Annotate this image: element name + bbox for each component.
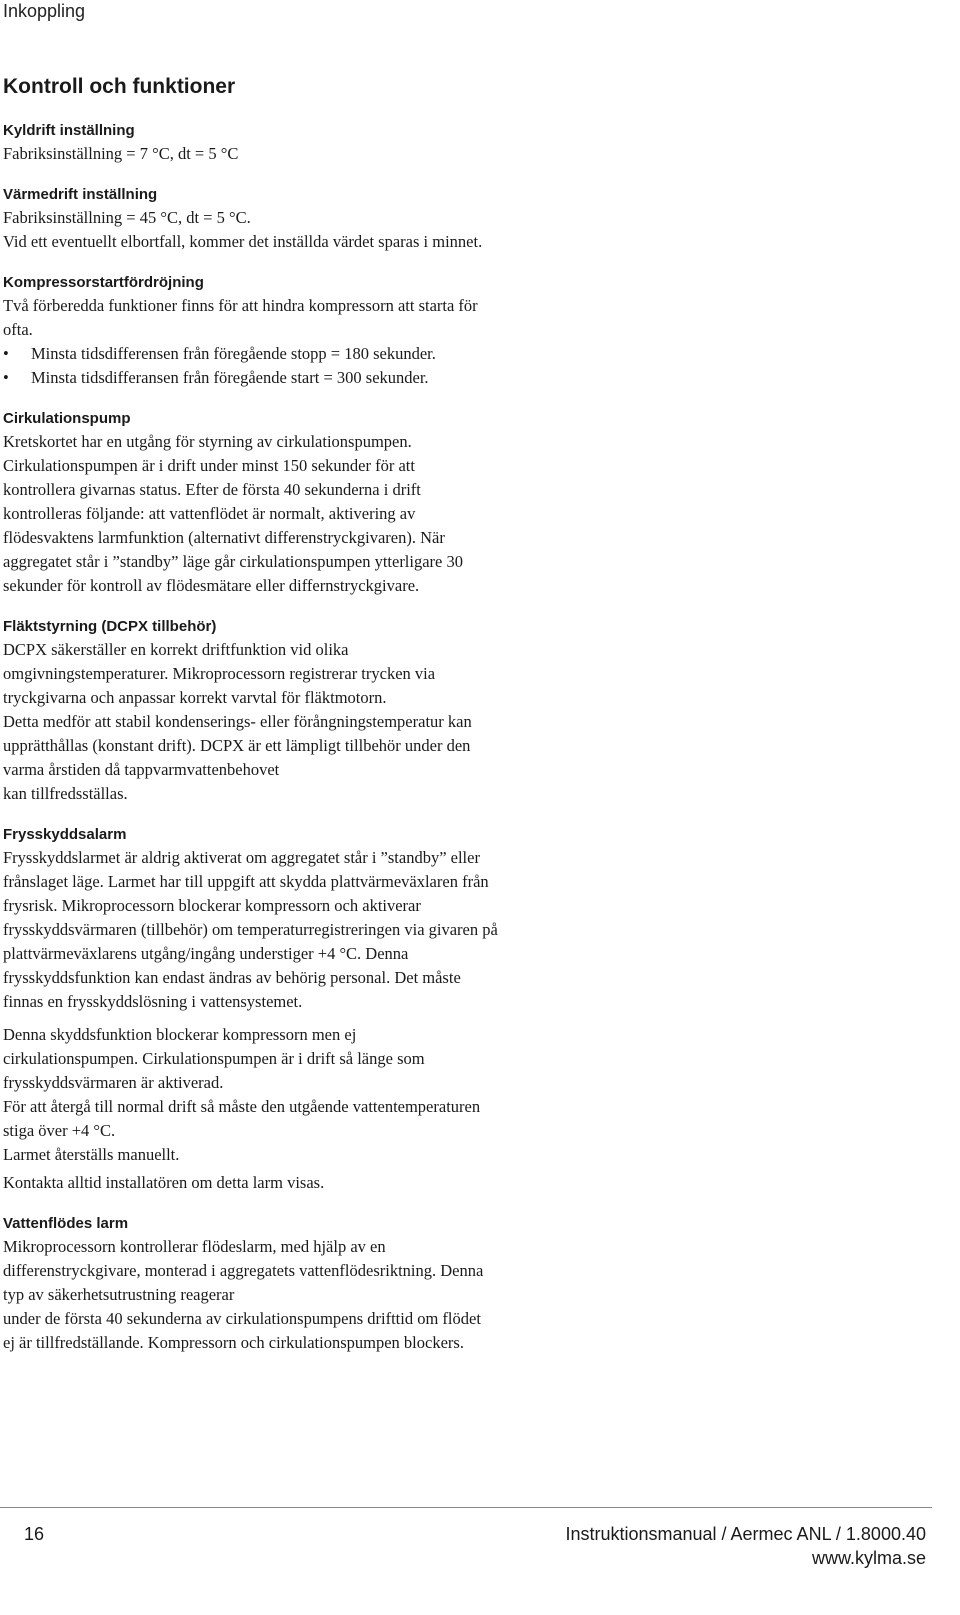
section-heading-frysskyddsalarm: Frysskyddsalarm bbox=[3, 826, 127, 843]
header-title: Inkoppling bbox=[3, 1, 86, 21]
text-line: stiga över +4 °C. bbox=[3, 1121, 116, 1140]
text-line: finnas en frysskyddslösning i vattensystemet. bbox=[3, 992, 303, 1011]
text-line: Kretskortet har en utgång för styrning av cirkulationspumpen. bbox=[3, 432, 412, 451]
section-heading-kyldrift: Kyldrift inställning bbox=[3, 122, 135, 139]
text-line: tryckgivarna och anpassar korrekt varvtal för fläktmotorn. bbox=[3, 688, 387, 707]
section-heading-flaktstyrning: Fläktstyrning (DCPX tillbehör) bbox=[3, 618, 217, 635]
list-item-text: Minsta tidsdifferansen från föregående start = 300 sekunder. bbox=[31, 368, 429, 387]
text-line: Kontakta alltid installatören om detta larm visas. bbox=[3, 1173, 325, 1192]
text-line: frysrisk. Mikroprocessorn blockerar kompressorn och aktiverar bbox=[3, 896, 421, 915]
text-line: Denna skyddsfunktion blockerar kompressorn men ej bbox=[3, 1025, 357, 1044]
text-line: frånslaget läge. Larmet har till uppgift att skydda plattvärmeväxlaren från bbox=[3, 872, 489, 891]
section-heading-cirkulationspump: Cirkulationspump bbox=[3, 410, 131, 427]
page-title: Kontroll och funktioner bbox=[3, 75, 236, 98]
text-line: kontrolleras följande: att vattenflödet är normalt, aktivering av bbox=[3, 504, 416, 523]
text-line: För att återgå till normal drift så måste den utgående vattentemperaturen bbox=[3, 1097, 481, 1116]
manual-title: Instruktionsmanual / Aermec ANL / 1.8000.40 bbox=[565, 1524, 926, 1544]
text-line: kontrollera givarnas status. Efter de första 40 sekunderna i drift bbox=[3, 480, 421, 499]
text-line: Mikroprocessorn kontrollerar flödeslarm, med hjälp av en bbox=[3, 1237, 386, 1256]
text-line: Fabriksinställning = 7 °C, dt = 5 °C bbox=[3, 144, 239, 163]
main-content bbox=[3, 74, 583, 1374]
text-line: upprätthållas (konstant drift). DCPX är ett lämpligt tillbehör under den bbox=[3, 736, 471, 755]
text-line: frysskyddsvärmaren (tillbehör) om temperaturregistreringen via givaren på bbox=[3, 920, 498, 939]
text-line: Detta medför att stabil kondenserings- eller förångningstemperatur kan bbox=[3, 712, 472, 731]
text-line: frysskyddsvärmaren är aktiverad. bbox=[3, 1073, 224, 1092]
text-line: differenstryckgivare, monterad i aggregatets vattenflödesriktning. Denna bbox=[3, 1261, 484, 1280]
list-item-text: Minsta tidsdifferensen från föregående stopp = 180 sekunder. bbox=[31, 344, 436, 363]
text-line: plattvärmeväxlarens utgång/ingång understiger +4 °C. Denna bbox=[3, 944, 409, 963]
text-line: Frysskyddslarmet är aldrig aktiverat om aggregatet står i ”standby” eller bbox=[3, 848, 480, 867]
section-heading-varmedrift: Värmedrift inställning bbox=[3, 186, 158, 203]
text-line: kan tillfredsställas. bbox=[3, 784, 128, 803]
website-link[interactable]: www.kylma.se bbox=[811, 1548, 926, 1568]
page-number: 16 bbox=[24, 1524, 45, 1544]
list-item bbox=[3, 342, 583, 366]
text-line: varma årstiden då tappvarmvattenbehovet bbox=[3, 760, 280, 779]
text-line: aggregatet står i ”standby” läge går cirkulationspumpen ytterligare 30 bbox=[3, 552, 463, 571]
text-line: Vid ett eventuellt elbortfall, kommer det inställda värdet sparas i minnet. bbox=[3, 232, 483, 251]
section-cirkulationspump bbox=[3, 409, 583, 598]
list-item bbox=[3, 366, 583, 390]
section-varmedrift bbox=[3, 185, 583, 254]
section-heading-vattenflodes-larm: Vattenflödes larm bbox=[3, 1215, 129, 1232]
text-line: frysskyddsfunktion kan endast ändras av behörig personal. Det måste bbox=[3, 968, 461, 987]
text-line: under de första 40 sekunderna av cirkulationspumpens drifttid om flödet bbox=[3, 1309, 481, 1328]
section-frysskyddsalarm bbox=[3, 825, 583, 1195]
text-line: Larmet återställs manuellt. bbox=[3, 1145, 180, 1164]
text-line: Två förberedda funktioner finns för att hindra kompressorn att starta för bbox=[3, 296, 478, 315]
text-line: typ av säkerhetsutrustning reagerar bbox=[3, 1285, 235, 1304]
bullet-list bbox=[3, 342, 583, 390]
bullet-icon: • bbox=[3, 344, 9, 363]
section-kyldrift bbox=[3, 121, 583, 166]
text-line: ej är tillfredställande. Kompressorn och cirkulationspumpen blockers. bbox=[3, 1333, 464, 1352]
text-line: flödesvaktens larmfunktion (alternativt differenstryckgivaren). När bbox=[3, 528, 445, 547]
section-flaktstyrning bbox=[3, 617, 583, 806]
text-line: sekunder för kontroll av flödesmätare eller differnstryckgivare. bbox=[3, 576, 420, 595]
text-line: ofta. bbox=[3, 320, 33, 339]
section-heading-kompressor: Kompressorstartfördröjning bbox=[3, 274, 204, 291]
text-line: cirkulationspumpen. Cirkulationspumpen är i drift så länge som bbox=[3, 1049, 425, 1068]
text-line: DCPX säkerställer en korrekt driftfunktion vid olika bbox=[3, 640, 349, 659]
section-vattenflodes-larm bbox=[3, 1214, 583, 1355]
text-line: omgivningstemperaturer. Mikroprocessorn registrerar trycken via bbox=[3, 664, 436, 683]
section-kompressor bbox=[3, 273, 583, 390]
text-line: Cirkulationspumpen är i drift under minst 150 sekunder för att bbox=[3, 456, 415, 475]
footer-divider bbox=[0, 1507, 932, 1508]
bullet-icon: • bbox=[3, 368, 9, 387]
text-line: Fabriksinställning = 45 °C, dt = 5 °C. bbox=[3, 208, 251, 227]
